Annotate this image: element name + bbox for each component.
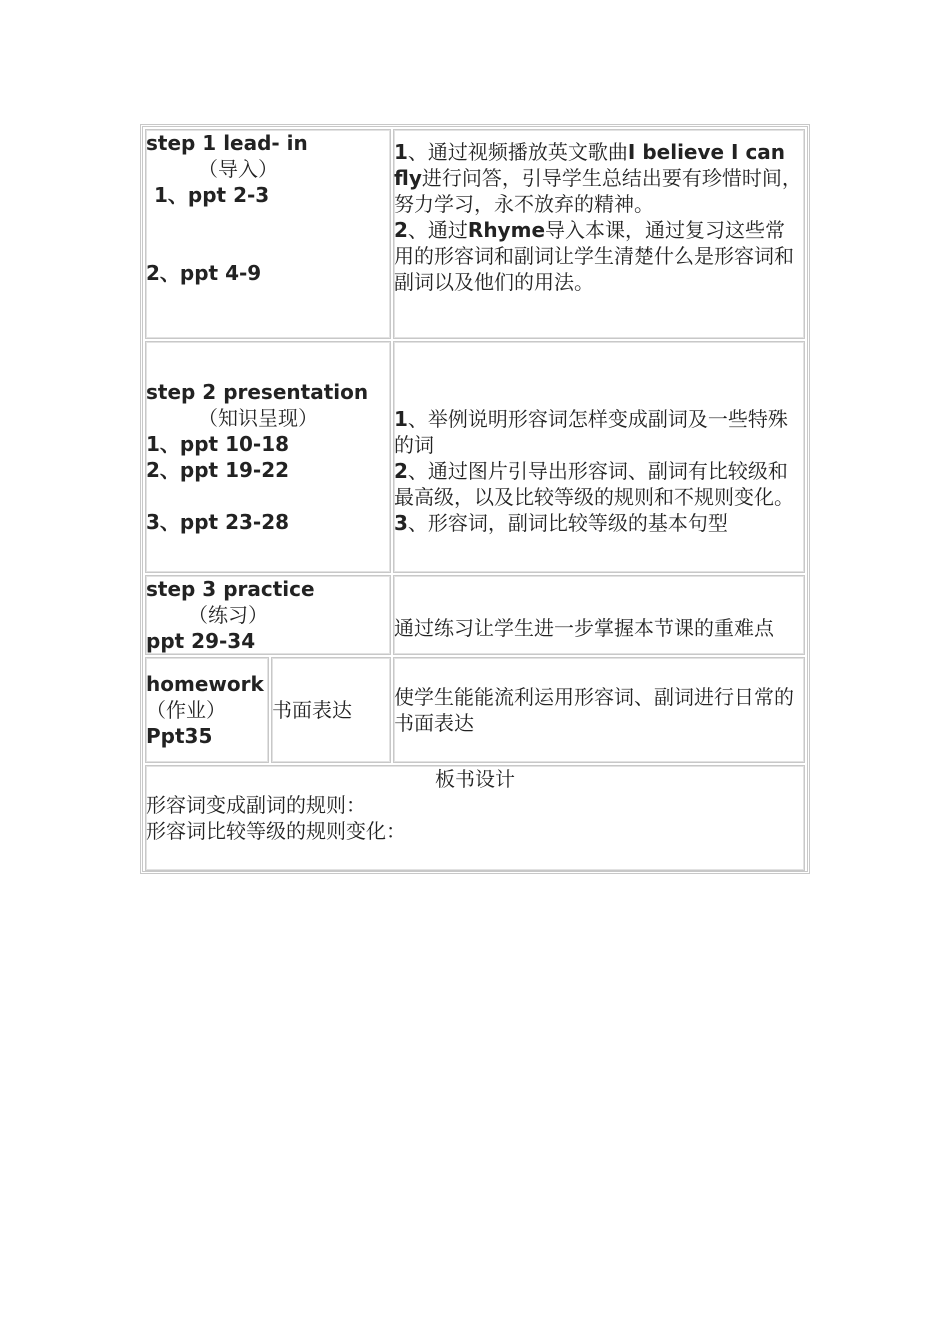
step2-item: 3、ppt 23-28 [146,510,290,534]
board-line: 形容词变成副词的规则： [146,793,366,817]
homework-cn-label: （作业） [146,698,226,722]
step1-item: 2、ppt 4-9 [146,261,262,285]
step2-desc-cell [393,341,805,573]
table-row [145,765,805,871]
homework-desc: 使学生能能流利运用形容词、副词进行日常的书面表达 [394,685,794,735]
board-line: 形容词比较等级的规则变化： [146,819,406,843]
step3-cn-label: （练习） [188,603,268,627]
step2-cell [145,341,391,573]
board-title: 板书设计 [435,767,515,791]
homework-middle: 书面表达 [272,698,352,722]
step2-cn-label: （知识呈现） [198,406,318,430]
table-row [145,575,805,655]
step1-desc-cell [393,129,805,339]
table-row [145,129,805,339]
step3-label: step 3 practice [146,577,315,601]
lesson-plan-sheet [140,124,810,874]
step1-item: 1、ppt 2-3 [154,183,270,207]
step2-desc-2: 2、通过图片引导出形容词、副词有比较级和最高级，以及比较等级的规则和不规则变化。 [394,459,794,509]
step2-desc-3: 3、形容词，副词比较等级的基本句型 [394,511,728,535]
step1-cn-label: （导入） [198,157,278,181]
step1-desc-1: 1、通过视频播放英文歌曲I believe I can fly进行问答，引导学生总结出要有珍惜时间，努力学习，永不放弃的精神。 [394,140,802,216]
homework-item: Ppt35 [146,724,213,748]
step1-label: step 1 lead- in [146,131,308,155]
homework-desc-cell [393,657,805,763]
step1-cell [145,129,391,339]
step3-cell [145,575,391,655]
step2-label: step 2 presentation [146,380,369,404]
homework-cell [145,657,269,763]
step3-item: ppt 29-34 [146,629,256,653]
step3-desc: 通过练习让学生进一步掌握本节课的重难点 [394,616,774,640]
step2-desc-1: 1、举例说明形容词怎样变成副词及一些特殊的词 [394,407,788,457]
step2-item: 2、ppt 19-22 [146,458,290,482]
step2-item: 1、ppt 10-18 [146,432,290,456]
homework-middle-cell [271,657,391,763]
step3-desc-cell [393,575,805,655]
homework-label: homework [146,672,264,696]
lesson-plan-table [143,127,807,873]
table-row [145,657,805,763]
table-row [145,341,805,573]
board-design-cell [145,765,805,871]
step1-desc-2: 2、通过Rhyme导入本课，通过复习这些常用的形容词和副词让学生清楚什么是形容词和副词以及他们的用法。 [394,218,794,294]
